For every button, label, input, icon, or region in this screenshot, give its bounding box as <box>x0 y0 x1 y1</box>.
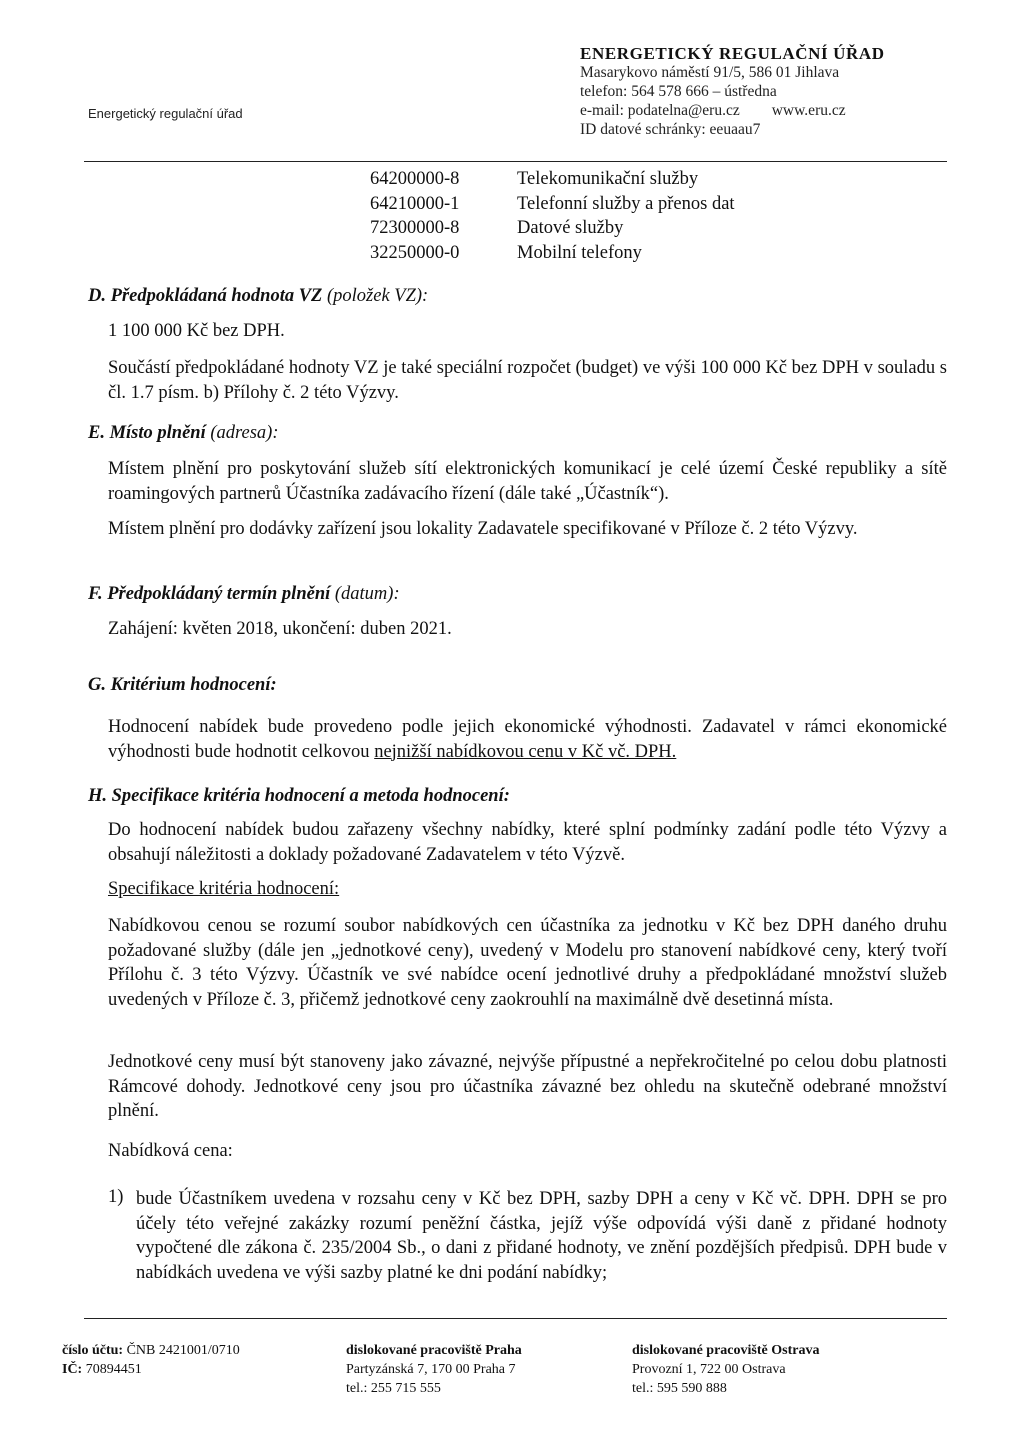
section-h-title: H. Specifikace kritéria hodnocení a metoda hodnocení: <box>88 786 510 806</box>
section-g-title: G. Kritérium hodnocení: <box>88 675 277 695</box>
footer-account-value: ČNB 2421001/0710 <box>123 1343 240 1358</box>
header-email-web-row <box>580 101 885 120</box>
header-contact-block <box>580 44 885 139</box>
footer-divider <box>84 1318 947 1319</box>
section-e-heading <box>88 423 279 444</box>
footer-ostrava-phone: tel.: 595 590 888 <box>632 1381 727 1396</box>
section-e-paragraph-2: Místem plnění pro dodávky zařízení jsou lokality Zadavatele specifikované v Příloze č. 2 této Výzvy. <box>108 519 858 539</box>
section-f-heading <box>88 584 400 605</box>
section-h-paragraph-1: Do hodnocení nabídek budou zařazeny všechny nabídky, které splní podmínky zadání podle této Výzvy a obsahují náležitosti a doklady požadované Zadavatelem v této Výzvě. <box>108 820 947 865</box>
footer-account-label: číslo účtu: <box>62 1343 124 1358</box>
footer-prague-address: Partyzánská 7, 170 00 Praha 7 <box>346 1362 516 1377</box>
footer-ostrava-address: Provozní 1, 722 00 Ostrava <box>632 1362 786 1377</box>
section-h-paragraph-3: Jednotkové ceny musí být stanoveny jako závazné, nejvýše přípustné a nepřekročitelné po celou dobu platnosti Rámcové dohody. Jednotkové ceny jsou pro účastníka závazné bez ohledu na skutečně odebrané množství plnění. <box>108 1052 947 1121</box>
footer-ostrava-title: dislokované pracoviště Ostrava <box>632 1343 820 1358</box>
section-f-title: F. Předpokládaný termín plnění <box>88 584 331 604</box>
section-g-underlined-text: nejnižší nabídkovou cenu v Kč vč. DPH. <box>374 741 677 762</box>
header-title: ENERGETICKÝ REGULAČNÍ ÚŘAD <box>580 44 885 63</box>
footer-ic-label: IČ: <box>62 1362 83 1377</box>
footer-prague-phone: tel.: 255 715 555 <box>346 1381 441 1396</box>
cpv-name: Telefonní služby a přenos dat <box>517 193 735 214</box>
cpv-row <box>370 167 735 192</box>
section-d-heading <box>88 286 428 307</box>
section-d-paragraph: Součástí předpokládané hodnoty VZ je také speciální rozpočet (budget) ve výši 100 000 Kč bez DPH v souladu s čl. 1.7 písm. b) Přílohy č. 2 této Výzvy. <box>108 358 947 403</box>
section-e-title: E. Místo plnění <box>88 423 206 443</box>
cpv-code: 64210000-1 <box>370 193 460 214</box>
section-f-dates: Zahájení: květen 2018, ukončení: duben 2021. <box>108 619 452 639</box>
list-item-text: bude Účastníkem uvedena v rozsahu ceny v Kč bez DPH, sazby DPH a ceny v Kč vč. DPH. DPH se pro účely této veřejné zakázky rozumí peněžní částka, jejíž výše odpovídá výši daně z přidané hodnoty vypočtené dle zákona č. 235/2004 Sb., o dani z přidané hodnoty, ve znění pozdějších předpisů. DPH bude v nabídkách uvedena ve výši sazby platné ke dni podání nabídky; <box>136 1189 947 1283</box>
cpv-name: Datové služby <box>517 218 624 238</box>
cpv-name: Telekomunikační služby <box>517 169 699 189</box>
header-email: e-mail: podatelna@eru.cz <box>580 102 740 119</box>
header-address: Masarykovo náměstí 91/5, 586 01 Jihlava <box>580 64 840 81</box>
footer-ic-row <box>62 1360 240 1379</box>
footer-account-row <box>62 1341 240 1360</box>
footer-prague-column <box>346 1341 522 1398</box>
section-d-value: 1 100 000 Kč bez DPH. <box>108 321 285 341</box>
cpv-row <box>370 241 735 266</box>
section-e-paragraph-1: Místem plnění pro poskytování služeb sítí elektronických komunikací je celé území České republiky a sítě roamingových partnerů Účastníka zadávacího řízení (dále také „Účastník“). <box>108 459 947 504</box>
header-web: www.eru.cz <box>771 102 846 119</box>
header-divider <box>84 161 947 162</box>
section-h-paragraph-2: Nabídkovou cenou se rozumí soubor nabídkových cen účastníka za jednotku v Kč bez DPH daného druhu požadované služby (dále jen „jednotkové ceny), uvedený v Modelu pro stanovení nabídkové ceny, který tvoří Přílohu č. 3 této Výzvy. Účastník ve své nabídce ocení jednotlivé druhy a předpokládané množství služeb uvedených v Příloze č. 3, přičemž jednotkové ceny zaokrouhlí na maximálně dvě desetinná místa. <box>108 916 947 1010</box>
section-h-subheading: Specifikace kritéria hodnocení: <box>108 879 340 899</box>
footer-ic-value: 70894451 <box>82 1362 142 1377</box>
header-office-name: Energetický regulační úřad <box>88 106 243 121</box>
cpv-code: 32250000-0 <box>370 242 460 263</box>
section-e-subtitle: (adresa): <box>210 423 279 443</box>
cpv-row <box>370 192 735 217</box>
header-databox: ID datové schránky: eeuaau7 <box>580 121 761 138</box>
cpv-row <box>370 216 735 241</box>
section-f-subtitle: (datum): <box>334 584 400 604</box>
list-item-number: 1) <box>108 1187 124 1207</box>
footer-prague-title: dislokované pracoviště Praha <box>346 1343 522 1358</box>
section-g-text: Hodnocení nabídek bude provedeno podle jejich ekonomické výhodnosti. Zadavatel v rámci ekonomické výhodnosti bude hodnotit celkovou <box>108 717 947 762</box>
cpv-code: 64200000-8 <box>370 169 460 189</box>
cpv-code-list <box>370 167 735 265</box>
cpv-name: Mobilní telefony <box>517 242 642 263</box>
header-phone: telefon: 564 578 666 – ústředna <box>580 83 777 100</box>
footer-bank-column <box>62 1341 240 1379</box>
section-d-subtitle: (položek VZ): <box>326 286 429 306</box>
footer-ostrava-column <box>632 1341 819 1398</box>
offer-price-label: Nabídková cena: <box>108 1141 233 1161</box>
section-d-title: D. Předpokládaná hodnota VZ <box>88 286 323 306</box>
section-g-paragraph <box>108 715 947 764</box>
cpv-code: 72300000-8 <box>370 218 460 238</box>
